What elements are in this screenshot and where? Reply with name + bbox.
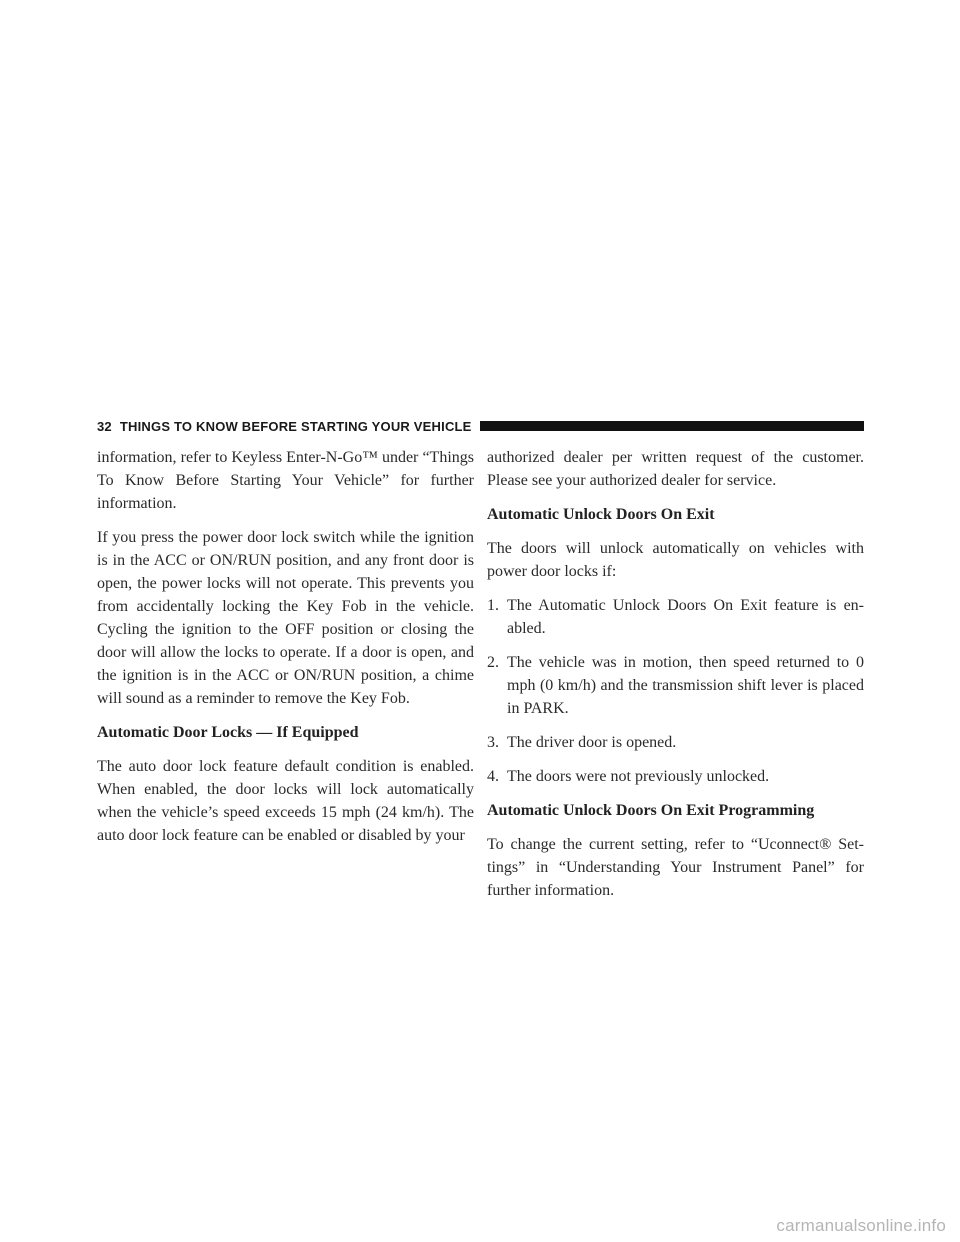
paragraph: To change the current setting, refer to “Uconnect® Set-tings” in “Understanding Your Instrument Panel” for further information. bbox=[487, 836, 864, 899]
watermark: carmanualsonline.info bbox=[776, 1216, 946, 1235]
right-column bbox=[487, 446, 864, 913]
list-number: 3. bbox=[487, 734, 499, 751]
section-heading: Automatic Unlock Doors On Exit Programming bbox=[487, 802, 815, 819]
paragraph: If you press the power door lock switch while the ignition is in the ACC or ON/RUN position, and any front door is open, the power locks will not operate. This prevents you from accidentally locking the Key Fob in the vehicle. Cycling the ignition to the OFF position or closing the door will allow the locks to operate. If a door is open, and the ignition is in the ACC or ON/RUN position, a chime will sound as a reminder to remove the Key Fob. bbox=[97, 529, 474, 707]
list-item bbox=[487, 594, 864, 640]
page-header bbox=[97, 418, 864, 434]
paragraph: The auto door lock feature default condition is enabled. When enabled, the door locks will lock automatically when the vehicle’s speed exceeds 15 mph (24 km/h). The auto door lock feature can be enabled or disabled by your bbox=[97, 758, 474, 844]
paragraph: authorized dealer per written request of the customer. Please see your authorized dealer for service. bbox=[487, 449, 864, 489]
list-text: The driver door is opened. bbox=[507, 734, 677, 751]
section-heading: Automatic Door Locks — If Equipped bbox=[97, 724, 359, 741]
header-rule bbox=[480, 421, 864, 431]
page-number: 32 bbox=[97, 418, 112, 434]
list-text: The vehicle was in motion, then speed returned to 0 mph (0 km/h) and the transmission shift lever is placed in PARK. bbox=[507, 654, 864, 717]
list-text: The doors were not previously unlocked. bbox=[507, 768, 770, 785]
list-number: 2. bbox=[487, 654, 499, 671]
list-text: The Automatic Unlock Doors On Exit feature is en-abled. bbox=[507, 597, 864, 637]
left-column bbox=[97, 446, 474, 858]
section-heading: Automatic Unlock Doors On Exit bbox=[487, 506, 715, 523]
list-item bbox=[487, 731, 864, 754]
paragraph: information, refer to Keyless Enter-N-Go™ under “Things To Know Before Starting Your Vehicle” for further information. bbox=[97, 449, 474, 512]
list-number: 1. bbox=[487, 597, 499, 614]
list-item bbox=[487, 765, 864, 788]
list-number: 4. bbox=[487, 768, 499, 785]
section-title: THINGS TO KNOW BEFORE STARTING YOUR VEHICLE bbox=[119, 418, 472, 434]
paragraph: The doors will unlock automatically on vehicles with power door locks if: bbox=[487, 540, 864, 580]
list-item bbox=[487, 651, 864, 720]
